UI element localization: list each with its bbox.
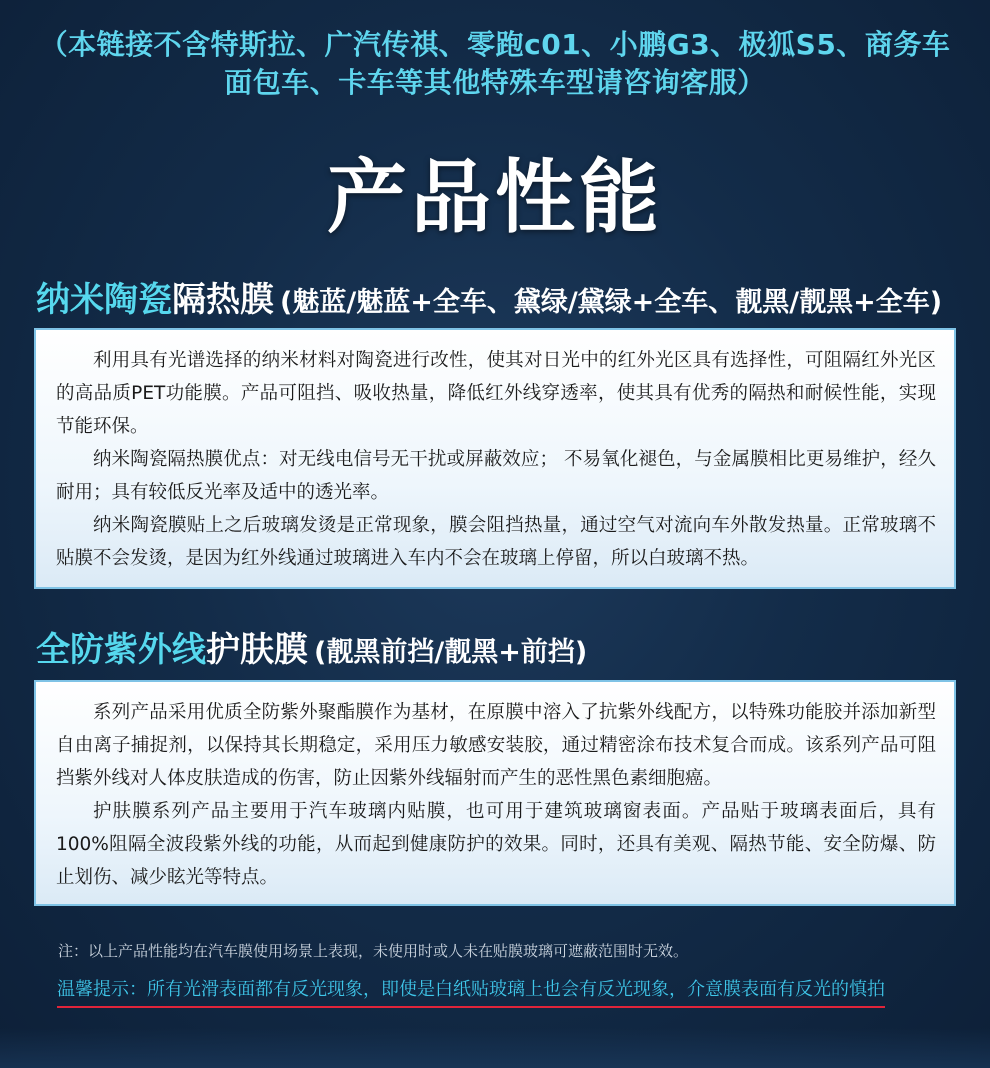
reflection-warning-tip: 温馨提示：所有光滑表面都有反光现象，即使是白纸贴玻璃上也会有反光现象，介意膜表面有反光的慎拍 [57,976,885,1008]
paragraph: 利用具有光谱选择的纳米材料对陶瓷进行改性，使其对日光中的红外光区具有选择性，可阻隔红外光区的高品质PET功能膜。产品可阻挡、吸收热量，降低红外线穿透率，使其具有优秀的隔热和耐候性能，实现节能环保。 [56,350,936,437]
section-heading-accent: 全防紫外线 [36,630,206,670]
section-heading-accent: 纳米陶瓷 [36,280,172,320]
paragraph: 纳米陶瓷隔热膜优点：对无线电信号无干扰或屏蔽效应； 不易氧化褪色，与金属膜相比更易维护，经久耐用；具有较低反光率及适中的透光率。 [56,449,936,503]
paragraph: 系列产品采用优质全防紫外聚酯膜作为基材，在原膜中溶入了抗紫外线配方，以特殊功能胶并添加新型自由离子捕捉剂，以保持其长期稳定，采用压力敏感安装胶，通过精密涂布技术复合而成。该系列产品可阻挡紫外线对人体皮肤造成的伤害，防止因紫外线辐射而产生的恶性黑色素细胞癌。 [56,702,936,789]
paragraph: 护肤膜系列产品主要用于汽车玻璃内贴膜，也可用于建筑玻璃窗表面。产品贴于玻璃表面后，具有100%阻隔全波段紫外线的功能，从而起到健康防护的效果。同时，还具有美观、隔热节能、安全防爆、防止划伤、减少眩光等特点。 [56,801,936,888]
section-heading-main: 护肤膜 [206,630,308,670]
decorative-bottom-glow [0,1028,990,1068]
section-heading-variants: (靓黑前挡/靓黑+前挡) [314,637,588,668]
paragraph: 纳米陶瓷膜贴上之后玻璃发烫是正常现象，膜会阻挡热量，通过空气对流向车外散发热量。正常玻璃不贴膜不会发烫，是因为红外线通过玻璃进入车内不会在玻璃上停留，所以白玻璃不热。 [56,515,936,569]
nano-ceramic-description-box [34,328,956,589]
uv-protection-description-box [34,680,956,906]
section-heading-uv-protection [36,630,587,676]
notice-line-2: 面包车、卡车等其他特殊车型请咨询客服） [224,66,766,99]
performance-footnote: 注：以上产品性能均在汽车膜使用场景上表现，未使用时或人未在贴膜玻璃可遮蔽范围时无效。 [58,942,689,960]
page-title: 产品性能 [327,151,663,244]
section-heading-nano-ceramic [36,280,942,326]
section-heading-main: 隔热膜 [172,280,274,320]
section-heading-variants: (魅蓝/魅蓝+全车、黛绿/黛绿+全车、靓黑/靓黑+全车) [280,287,943,318]
customer-service-notice [0,26,990,102]
notice-line-1: （本链接不含特斯拉、广汽传祺、零跑c01、小鹏G3、极狐S5、商务车 [39,28,951,61]
